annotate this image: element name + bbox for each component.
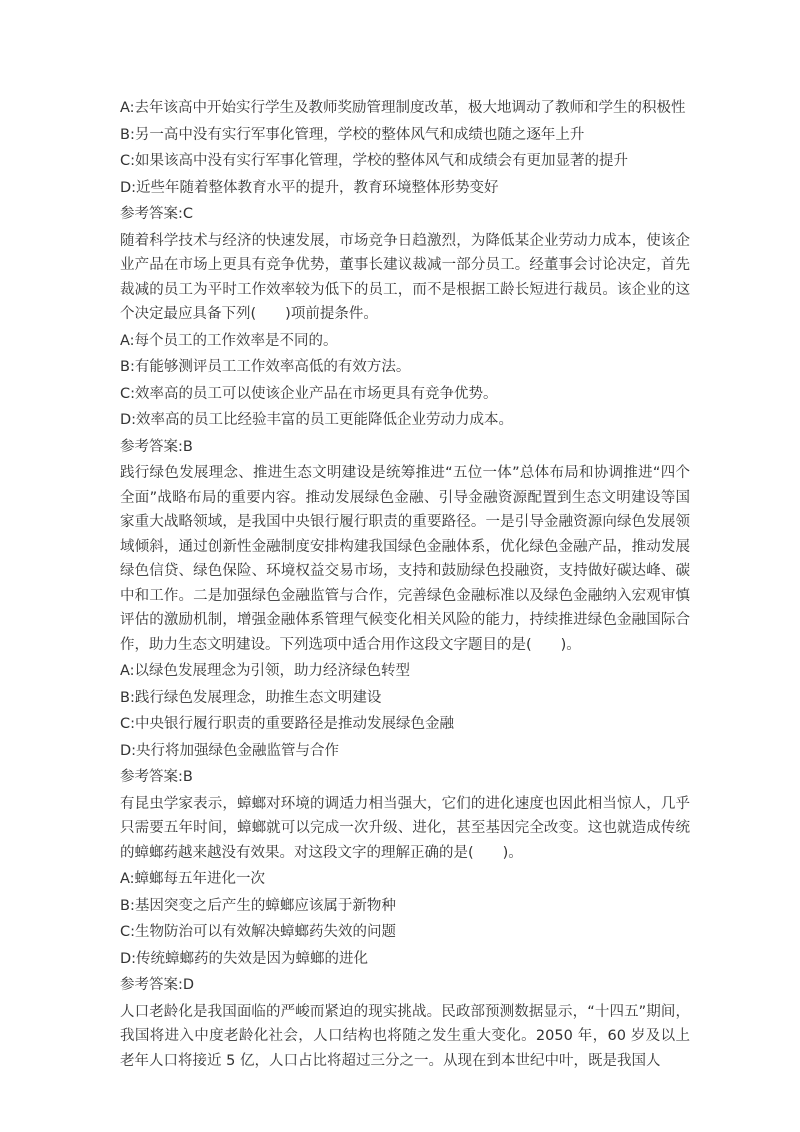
- q4-option-d: D:传统蟑螂药的失效是因为蟑螂的进化: [120, 950, 369, 967]
- q1-option-b: B:另一高中没有实行军事化管理，学校的整体风气和成绩也随之逐年上升: [120, 126, 585, 143]
- q3-option-c: C:中央银行履行职责的重要路径是推动发展绿色金融: [120, 716, 455, 732]
- q2-option-c: C:效率高的员工可以使该企业产品在市场更具有竞争优势。: [120, 385, 498, 402]
- q3-option-d: D:央行将加强绿色金融监管与合作: [120, 742, 340, 759]
- q3-option-b: B:践行绿色发展理念，助推生态文明建设: [120, 689, 382, 706]
- q5-stem: 人口老龄化是我国面临的严峻而紧迫的现实挑战。民政部预测数据显示，“十四五”期间，我国将进入中度老龄化社会，人口结构也将随之发生重大变化。2050 年，60 岁及以上老年人口将接近 5 亿，人口占比将超过三分之一。从现在到本世纪中叶，既是我国人: [120, 1003, 690, 1069]
- q4-option-c: C:生物防治可以有效解决蟑螂药失效的问题: [120, 924, 397, 940]
- q4-option-b: B:基因突变之后产生的蟑螂应该属于新物种: [120, 897, 396, 914]
- q3-answer: 参考答案:B: [120, 769, 193, 785]
- q4-option-a: A:蟑螂每五年进化一次: [120, 871, 266, 887]
- q1-answer: 参考答案:C: [120, 206, 194, 222]
- q1-option-a: A:去年该高中开始实行学生及教师奖励管理制度改革，极大地调动了教师和学生的积极性: [120, 100, 686, 116]
- q2-stem: 随着科学技术与经济的快速发展，市场竞争日趋激烈，为降低某企业劳动力成本，使该企业产品在市场上更具有竞争优势，董事长建议裁减一部分员工。经董事会讨论决定，首先裁减的员工为平时工作效率较为低下的员工，而不是根据工龄长短进行裁员。该企业的这个决定最应具备下列( )项前提条件。: [120, 232, 690, 322]
- q1-option-d: D:近些年随着整体教育水平的提升，教育环境整体形势变好: [120, 179, 499, 196]
- q4-answer: 参考答案:D: [120, 977, 195, 993]
- q2-option-b: B:有能够测评员工工作效率高低的有效方法。: [120, 359, 411, 375]
- q2-option-a: A:每个员工的工作效率是不同的。: [120, 332, 338, 349]
- q1-option-c: C:如果该高中没有实行军事化管理，学校的整体风气和成绩会有更加显著的提升: [120, 153, 629, 169]
- q3-stem: 践行绿色发展理念、推进生态文明建设是统筹推进“五位一体”总体布局和协调推进“四个全面”战略布局的重要内容。推动发展绿色金融、引导金融资源配置到生态文明建设等国家重大战略领域，是我国中央银行履行职责的重要路径。一是引导金融资源向绿色发展领域倾斜，通过创新性金融制度安排构建我国绿色金融体系，优化绿色金融产品，推动发展绿色信贷、绿色保险、环境权益交易市场，支持和鼓励绿色投融资，支持做好碳达峰、碳中和工作。二是加强绿色金融监管与合作，完善绿色金融标准以及绿色金融纳入宏观审慎评估的激励机制，增强金融体系管理气候变化相关风险的能力，持续推进绿色金融国际合作，助力生态文明建设。下列选项中适合用作这段文字题目的是( )。: [120, 465, 690, 653]
- q2-option-d: D:效率高的员工比经验丰富的员工更能降低企业劳动力成本。: [120, 412, 514, 428]
- document-content: [120, 96, 690, 1073]
- q2-answer: 参考答案:B: [120, 438, 193, 455]
- q4-stem: 有昆虫学家表示，蟑螂对环境的调适力相当强大，它们的进化速度也因此相当惊人，几乎只需要五年时间，蟑螂就可以完成一次升级、进化，甚至基因完全改变。这也就造成传统的蟑螂药越来越没有效果。对这段文字的理解正确的是( )。: [120, 795, 690, 861]
- q3-option-a: A:以绿色发展理念为引领，助力经济绿色转型: [120, 663, 411, 679]
